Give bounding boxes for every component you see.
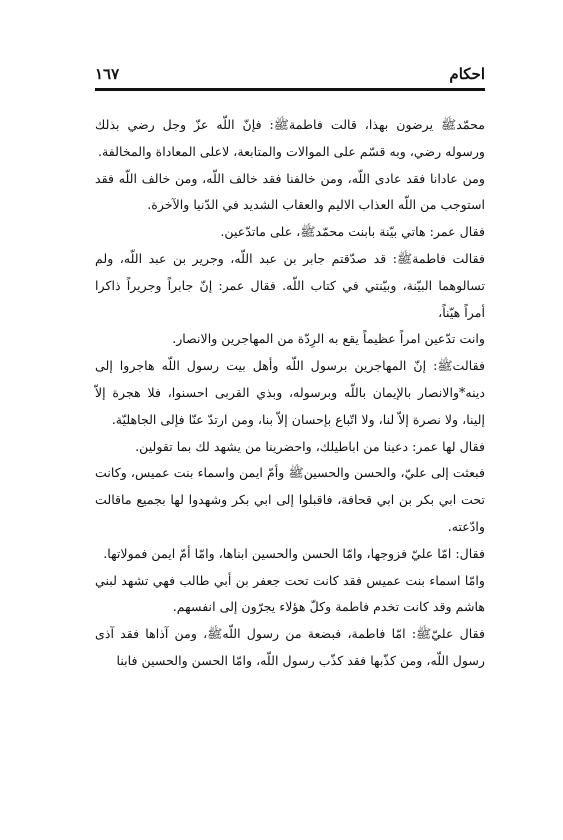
paragraph-11: فقال عليّﷺ: امّا فاطمة، فبضعة من رسول اللّهﷺ، ومن آذاها فقد آذى رسول اللّه، ومن كذّبها فقد كذّب رسول اللّه، وامّا الحسن والحسين فابنا xyxy=(95,626,485,668)
page-number: ١٦٧ xyxy=(95,65,120,83)
paragraph-5: وانت تدّعين امراً عظيماً يقع به الرِدّة من المهاجرين والانصار. xyxy=(172,331,485,347)
paragraph-7: فقال لها عمر: دعينا من اباطيلك، واحضرينا من يشهد لك بما تقولين. xyxy=(135,438,485,454)
running-title: احكام xyxy=(449,65,485,83)
header-rule xyxy=(95,88,485,91)
paragraph-4: فقالت فاطمةﷺ: قد صدّقتم جابر بن عبد اللّه، وجرير بن عبد اللّه، ولم تسالوهما البيّنة، وبيّنتي في كتاب اللّه. فقال عمر: إنّ جابراً وجريراً ذاكرا أمراً هيّناً، xyxy=(95,250,485,320)
paragraph-8: فبعثت إلى عليّ، والحسن والحسينﷺ وأمّ ايمن واسماء بنت عميس، وكانت تحت ابي بكر بن ابي قحافة، فاقبلوا إلى ابي بكر وشهدوا لها بجميع ماقالت وادّعته. xyxy=(95,465,485,534)
paragraph-9: فقال: امّا عليّ فزوجها، وامّا الحسن والحسين ابناها، وامّا أمّ ايمن فمولاتها. xyxy=(103,545,485,561)
paragraph-10: وامّا اسماء بنت عميس فقد كانت تحت جعفر بن أبي طالب فهي تشهد لبني هاشم وقد كانت تخدم فاطمة وكلّ هؤلاء يجرّون إلى انفسهم. xyxy=(95,572,485,615)
paragraph-2: ومن عادانا فقد عادى اللّه، ومن خالفنا فقد خالف اللّه، ومن خالف اللّه فقد استوجب من اللّه العذاب الاليم والعقاب الشديد في الدّنيا والآخرة. xyxy=(95,170,485,213)
page-body xyxy=(95,112,485,675)
paragraph-6: فقالتﷺ: إنّ المهاجرين برسول اللّه وأهل بيت رسول اللّه هاجروا إلى دينه*والانصار بالإيمان باللّه وبرسوله، وبذي القربى احسنوا، فلا هجرة إلاّ إلينا، ولا نصرة إلاّ لنا، ولا اتّباع بإحسان إلاّ بنا، ومن ارتدّ عنّا فإلى الجاهليّة. xyxy=(95,358,485,427)
page-header xyxy=(95,55,485,83)
paragraph-3: فقال عمر: هاتي بيّنة بابنت محمّدﷺ، على ماتدّعين. xyxy=(220,224,485,240)
paragraph-1: محمّدﷺ يرضون بهذا، قالت فاطمةﷺ: فإنّ اللّه عزّ وجل رضي بذلك ورسوله رضي، وبه قسّم على الموالات والمتابعة، لاعلى المعاداة والمخالفة. xyxy=(95,117,485,159)
